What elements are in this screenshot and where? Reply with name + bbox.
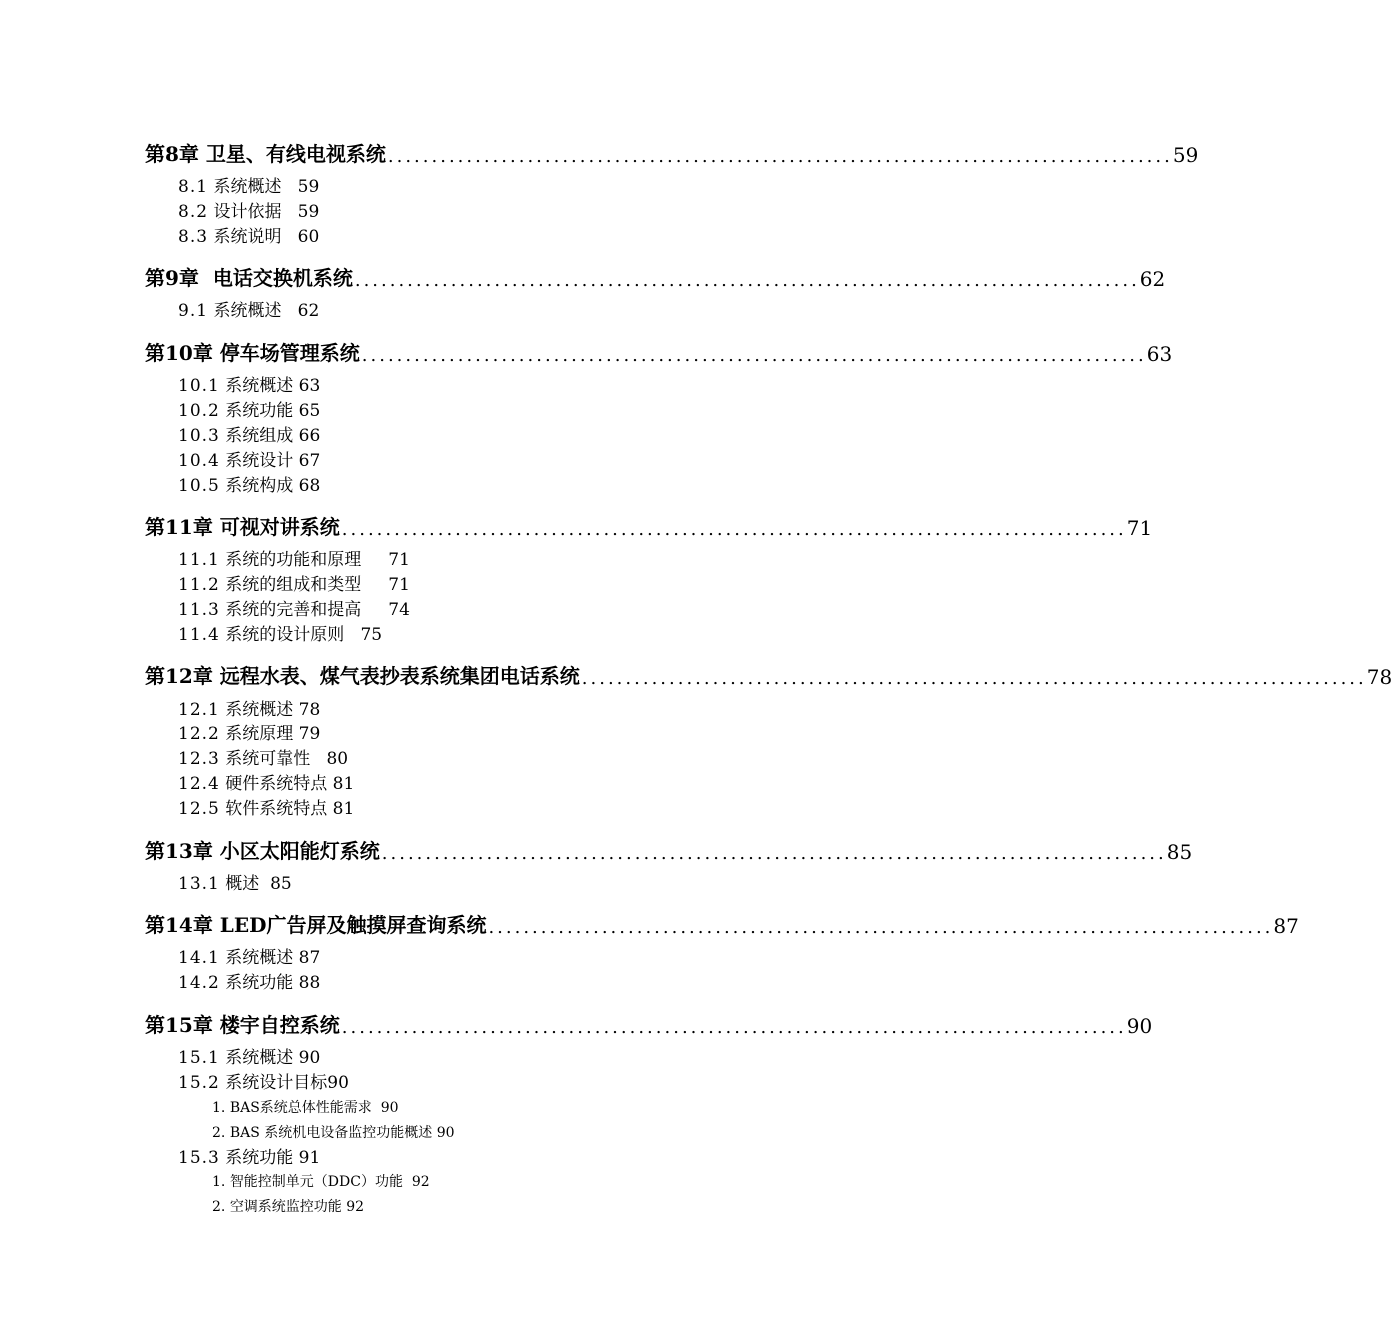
section-title: 系统原理 bbox=[225, 724, 294, 744]
section-number: 12.1 bbox=[178, 700, 220, 720]
toc-section-12-2[interactable] bbox=[178, 722, 320, 746]
section-title: 设计依据 bbox=[213, 202, 282, 222]
section-number: 14.1 bbox=[178, 948, 220, 968]
section-number: 8.2 bbox=[178, 202, 209, 222]
toc-section-12-4[interactable] bbox=[178, 772, 354, 796]
dot-leader: .......................................................................................... bbox=[381, 843, 1167, 864]
chapter-title: 第12章 远程水表、煤气表抄表系统集团电话系统 bbox=[145, 664, 580, 688]
section-title: 系统可靠性 bbox=[225, 749, 311, 769]
section-title: 系统设计目标 bbox=[225, 1073, 328, 1093]
toc-chapter-11[interactable] bbox=[145, 510, 1153, 540]
chapter-page-number: 87 bbox=[1273, 914, 1299, 938]
dot-leader: .......................................................................................... bbox=[387, 146, 1173, 167]
subsection-title: BAS 系统机电设备监控功能概述 bbox=[229, 1125, 433, 1141]
toc-section-10-3[interactable] bbox=[178, 424, 320, 448]
toc-section-9-1[interactable] bbox=[178, 299, 319, 323]
chapter-title: 第9章 电话交换机系统 bbox=[145, 266, 353, 290]
toc-chapter-15[interactable] bbox=[145, 1008, 1153, 1038]
section-number: 9.1 bbox=[178, 301, 209, 321]
chapter-page-number: 63 bbox=[1146, 342, 1173, 366]
chapter-title: 第13章 小区太阳能灯系统 bbox=[145, 839, 380, 863]
chapter-page-number: 71 bbox=[1126, 516, 1153, 540]
toc-section-10-4[interactable] bbox=[178, 449, 320, 473]
toc-section-15-3[interactable] bbox=[178, 1146, 320, 1170]
subsection-title: BAS系统总体性能需求 bbox=[229, 1100, 372, 1116]
toc-subsection-15-2-2[interactable] bbox=[212, 1122, 455, 1144]
section-title: 硬件系统特点 bbox=[225, 774, 328, 794]
toc-section-13-1[interactable] bbox=[178, 872, 292, 896]
section-title: 系统构成 bbox=[225, 476, 294, 496]
section-number: 15.3 bbox=[178, 1148, 220, 1168]
section-page-number: 90 bbox=[298, 1048, 321, 1068]
dot-leader: .......................................................................................... bbox=[341, 519, 1127, 540]
toc-section-12-1[interactable] bbox=[178, 698, 320, 722]
subsection-page-number: 90 bbox=[380, 1100, 399, 1116]
section-page-number: 71 bbox=[388, 575, 410, 595]
section-number: 15.2 bbox=[178, 1073, 220, 1093]
toc-section-10-5[interactable] bbox=[178, 474, 320, 498]
section-title: 系统的设计原则 bbox=[225, 625, 345, 645]
chapter-title: 第14章 LED广告屏及触摸屏查询系统 bbox=[145, 913, 487, 937]
section-number: 12.2 bbox=[178, 724, 220, 744]
subsection-page-number: 92 bbox=[411, 1174, 430, 1190]
subsection-number: 1. bbox=[212, 1174, 226, 1190]
dot-leader: .......................................................................................... bbox=[581, 668, 1367, 689]
section-page-number: 88 bbox=[298, 973, 321, 993]
section-number: 12.3 bbox=[178, 749, 220, 769]
section-title: 系统概述 bbox=[225, 700, 294, 720]
chapter-title: 第8章 卫星、有线电视系统 bbox=[145, 142, 386, 166]
section-number: 11.3 bbox=[178, 600, 220, 620]
section-page-number: 66 bbox=[298, 426, 321, 446]
dot-leader: .......................................................................................... bbox=[488, 917, 1274, 938]
dot-leader: .......................................................................................... bbox=[361, 345, 1147, 366]
toc-section-11-1[interactable] bbox=[178, 548, 410, 572]
toc-section-15-2[interactable] bbox=[178, 1071, 349, 1095]
section-page-number: 80 bbox=[326, 749, 349, 769]
dot-leader: .......................................................................................... bbox=[354, 270, 1140, 291]
section-title: 系统概述 bbox=[225, 376, 294, 396]
section-title: 系统的功能和原理 bbox=[225, 550, 362, 570]
chapter-page-number: 78 bbox=[1366, 665, 1392, 689]
section-title: 系统的完善和提高 bbox=[225, 600, 362, 620]
section-page-number: 75 bbox=[360, 625, 383, 645]
section-title: 系统概述 bbox=[213, 301, 282, 321]
toc-chapter-12[interactable] bbox=[145, 659, 1392, 689]
chapter-page-number: 85 bbox=[1166, 840, 1193, 864]
toc-section-14-1[interactable] bbox=[178, 946, 320, 970]
subsection-page-number: 90 bbox=[436, 1125, 455, 1141]
section-number: 10.5 bbox=[178, 476, 220, 496]
section-page-number: 81 bbox=[332, 799, 355, 819]
section-number: 10.3 bbox=[178, 426, 220, 446]
section-page-number: 62 bbox=[297, 301, 320, 321]
section-title: 系统说明 bbox=[213, 227, 282, 247]
section-page-number: 85 bbox=[270, 874, 292, 894]
toc-section-10-1[interactable] bbox=[178, 374, 320, 398]
section-number: 15.1 bbox=[178, 1048, 220, 1068]
section-title: 系统的组成和类型 bbox=[225, 575, 362, 595]
section-page-number: 65 bbox=[298, 401, 321, 421]
section-number: 10.1 bbox=[178, 376, 220, 396]
section-page-number: 87 bbox=[298, 948, 321, 968]
section-title: 系统概述 bbox=[225, 948, 294, 968]
section-number: 13.1 bbox=[178, 874, 220, 894]
toc-subsection-15-2-1[interactable] bbox=[212, 1097, 399, 1119]
subsection-page-number: 92 bbox=[346, 1199, 365, 1215]
section-page-number: 60 bbox=[297, 227, 320, 247]
toc-chapter-9[interactable] bbox=[145, 261, 1166, 291]
section-number: 11.1 bbox=[178, 550, 220, 570]
toc-section-10-2[interactable] bbox=[178, 399, 320, 423]
toc-section-15-1[interactable] bbox=[178, 1046, 320, 1070]
section-number: 11.2 bbox=[178, 575, 220, 595]
section-page-number: 81 bbox=[332, 774, 355, 794]
toc-chapter-13[interactable] bbox=[145, 834, 1193, 864]
section-title: 软件系统特点 bbox=[225, 799, 328, 819]
section-title: 系统组成 bbox=[225, 426, 294, 446]
chapter-page-number: 62 bbox=[1139, 267, 1166, 291]
section-number: 12.5 bbox=[178, 799, 220, 819]
toc-chapter-8[interactable] bbox=[145, 137, 1199, 167]
section-number: 10.4 bbox=[178, 451, 220, 471]
subsection-number: 1. bbox=[212, 1100, 226, 1116]
toc-section-11-4[interactable] bbox=[178, 623, 382, 647]
toc-section-11-3[interactable] bbox=[178, 598, 410, 622]
toc-subsection-15-3-1[interactable] bbox=[212, 1171, 430, 1193]
section-title: 系统概述 bbox=[225, 1048, 294, 1068]
section-page-number: 78 bbox=[298, 700, 321, 720]
section-page-number: 91 bbox=[298, 1148, 321, 1168]
section-number: 8.1 bbox=[178, 177, 209, 197]
toc-chapter-10[interactable] bbox=[145, 336, 1173, 366]
toc-section-14-2[interactable] bbox=[178, 971, 320, 995]
section-page-number: 67 bbox=[298, 451, 321, 471]
chapter-title: 第11章 可视对讲系统 bbox=[145, 515, 340, 539]
section-page-number: 68 bbox=[298, 476, 321, 496]
section-title: 系统设计 bbox=[225, 451, 294, 471]
section-number: 10.2 bbox=[178, 401, 220, 421]
section-number: 12.4 bbox=[178, 774, 220, 794]
dot-leader: .......................................................................................... bbox=[341, 1017, 1127, 1038]
section-page-number: 63 bbox=[298, 376, 321, 396]
section-title: 系统功能 bbox=[225, 401, 294, 421]
section-page-number: 71 bbox=[388, 550, 410, 570]
section-page-number: 90 bbox=[327, 1073, 349, 1093]
subsection-number: 2. bbox=[212, 1125, 226, 1141]
toc-chapter-14[interactable] bbox=[145, 908, 1299, 938]
chapter-page-number: 90 bbox=[1126, 1014, 1153, 1038]
toc-subsection-15-3-2[interactable] bbox=[212, 1196, 364, 1218]
chapter-title: 第15章 楼宇自控系统 bbox=[145, 1013, 340, 1037]
subsection-title: 智能控制单元（DDC）功能 bbox=[229, 1174, 403, 1190]
subsection-number: 2. bbox=[212, 1199, 226, 1215]
section-title: 概述 bbox=[225, 874, 260, 894]
section-number: 8.3 bbox=[178, 227, 209, 247]
section-page-number: 79 bbox=[298, 724, 321, 744]
toc-section-12-3[interactable] bbox=[178, 747, 348, 771]
chapter-page-number: 59 bbox=[1172, 143, 1199, 167]
section-page-number: 59 bbox=[297, 177, 320, 197]
section-title: 系统功能 bbox=[225, 973, 294, 993]
toc-section-12-5[interactable] bbox=[178, 797, 354, 821]
toc-section-8-1[interactable] bbox=[178, 175, 319, 199]
section-title: 系统概述 bbox=[213, 177, 282, 197]
section-page-number: 59 bbox=[297, 202, 320, 222]
chapter-title: 第10章 停车场管理系统 bbox=[145, 341, 360, 365]
subsection-title: 空调系统监控功能 bbox=[229, 1199, 342, 1215]
toc-section-8-3[interactable] bbox=[178, 225, 319, 249]
section-title: 系统功能 bbox=[225, 1148, 294, 1168]
section-number: 11.4 bbox=[178, 625, 220, 645]
toc-section-8-2[interactable] bbox=[178, 200, 319, 224]
section-number: 14.2 bbox=[178, 973, 220, 993]
section-page-number: 74 bbox=[388, 600, 410, 620]
toc-section-11-2[interactable] bbox=[178, 573, 410, 597]
